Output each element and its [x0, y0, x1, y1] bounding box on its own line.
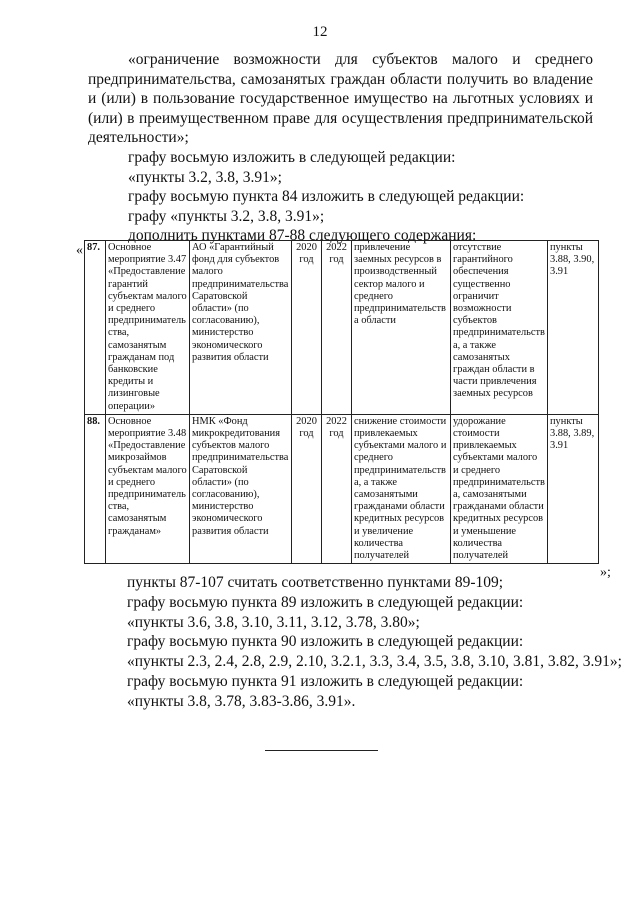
instruction-line: дополнить пунктами 87-88 следующего содержания:	[128, 227, 477, 245]
outro-text	[127, 573, 622, 712]
instruction-line: графу восьмую пункта 91 изложить в следующей редакции:	[127, 672, 524, 690]
instruction-line: графу «пункты 3.2, 3.8, 3.91»;	[128, 207, 325, 225]
instruction-line: графу восьмую изложить в следующей редакции:	[128, 148, 456, 166]
year-start-cell: 2020 год	[292, 241, 322, 415]
year-end-cell: 2022 год	[322, 414, 352, 563]
instruction-line: «пункты 3.6, 3.8, 3.10, 3.11, 3.12, 3.78, 3.80»;	[127, 613, 420, 631]
instruction-line: «пункты 3.2, 3.8, 3.91»;	[128, 168, 282, 186]
closing-rule	[265, 750, 378, 751]
quote-paragraph: «ограничение возможности для субъектов малого и среднего предпринимательства, самозанятых граждан области получить во владение и (или) в пользование государственное имущество на льготных условиях и (или) в преимущественном праве для осуществления предпринимательской деятельности»;	[88, 51, 593, 147]
risks-cell: отсутствие гарантийного обеспечения существенно ограничит возможности субъектов предпринимательства, а также самозанятых граждан области в части привлечения заемных ресурсов	[451, 241, 548, 415]
measures-table	[84, 240, 599, 564]
result-cell: привлечение заемных ресурсов в производственный сектор малого и среднего предпринимательства области	[352, 241, 451, 415]
table-row	[85, 241, 599, 415]
link-cell: пункты 3.88, 3.90, 3.91	[548, 241, 599, 415]
measure-cell: Основное мероприятие 3.47 «Предоставление гарантий субъектам малого и среднего предпринимательства, самозанятым гражданам под банковские кредиты и лизинговые операции»	[106, 241, 190, 415]
instruction-line: пункты 87-107 считать соответственно пунктами 89-109;	[127, 574, 504, 591]
link-cell: пункты 3.88, 3.89, 3.91	[548, 414, 599, 563]
risks-cell: удорожание стоимости привлекаемых субъектами малого и среднего предпринимательства, самозанятыми гражданами области кредитных ресурсов и уменьшение количества получателей	[451, 414, 548, 563]
instruction-line: графу восьмую пункта 89 изложить в следующей редакции:	[127, 593, 524, 611]
year-start-cell: 2020 год	[292, 414, 322, 563]
executor-cell: НМК «Фонд микрокредитования субъектов малого предпринимательства Саратовской области» (по согласованию), министерство экономического развития области	[190, 414, 292, 563]
table-close-quote: »;	[600, 565, 611, 580]
executor-cell: АО «Гарантийный фонд для субъектов малого предпринимательства Саратовской области» (по согласованию), министерство экономического развития области	[190, 241, 292, 415]
instruction-line: графу восьмую пункта 90 изложить в следующей редакции:	[127, 633, 524, 651]
table-row	[85, 414, 599, 563]
instruction-line: графу восьмую пункта 84 изложить в следующей редакции:	[128, 188, 525, 206]
row-number: 87.	[85, 241, 106, 415]
instruction-line: «пункты 2.3, 2.4, 2.8, 2.9, 2.10, 3.2.1, 3.3, 3.4, 3.5, 3.8, 3.10, 3.81, 3.82, 3.91»;	[127, 653, 622, 671]
row-number: 88.	[85, 414, 106, 563]
table-open-quote: «	[76, 243, 83, 258]
result-cell: снижение стоимости привлекаемых субъектами малого и среднего предпринимательства, а также самозанятыми гражданами области кредитных ресурсов и увеличение количества получателей	[352, 414, 451, 563]
page-number: 12	[312, 24, 328, 40]
measure-cell: Основное мероприятие 3.48 «Предоставление микрозаймов субъектам малого и среднего предпринимательства, самозанятым гражданам»	[106, 414, 190, 563]
intro-text	[88, 50, 593, 246]
year-end-cell: 2022 год	[322, 241, 352, 415]
instruction-line: «пункты 3.8, 3.78, 3.83-3.86, 3.91».	[127, 692, 356, 710]
